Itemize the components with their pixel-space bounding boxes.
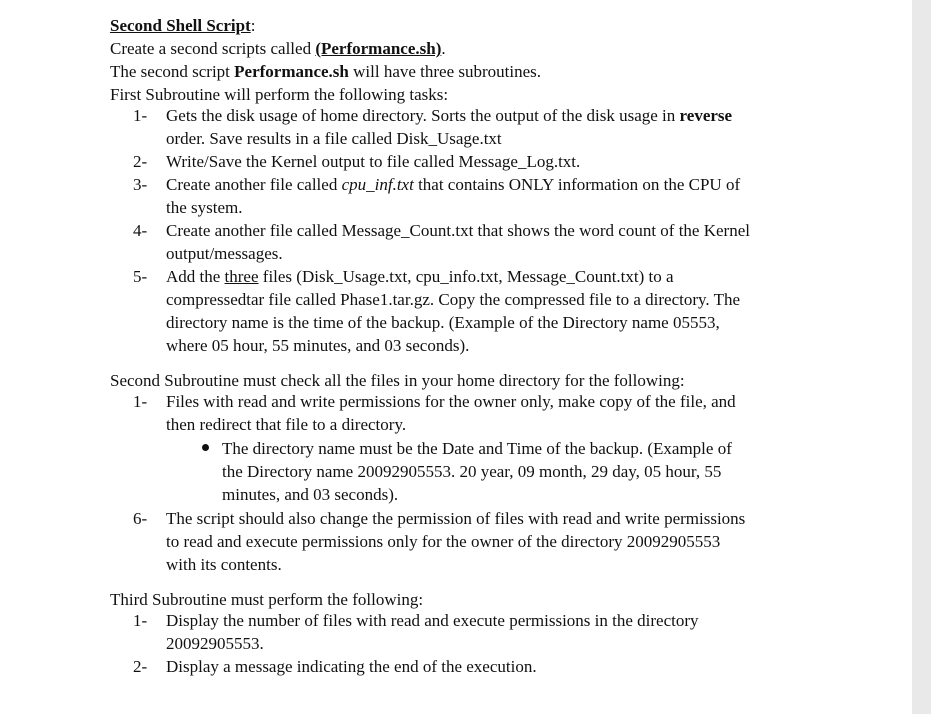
list-item-number: 4- bbox=[133, 221, 148, 240]
list-item-number: 1- bbox=[133, 611, 148, 630]
list-item-text-part: Add the bbox=[166, 267, 225, 286]
list-item-bold-word: reverse bbox=[679, 106, 733, 125]
list-item-text: directory name is the time of the backup. (Example of the Directory name 05553, bbox=[166, 313, 720, 332]
second-subroutine-heading: Second Subroutine must check all the files in your home directory for the following: bbox=[110, 371, 685, 390]
list-item-text: where 05 hour, 55 minutes, and 03 seconds). bbox=[166, 336, 470, 355]
intro-line-2-end: will have three subroutines. bbox=[348, 62, 542, 81]
list-item-text: output/messages. bbox=[166, 244, 283, 263]
list-item-italic-word: cpu_inf.txt bbox=[341, 175, 414, 194]
list-item-text: The script should also change the permission of files with read and write permissions bbox=[166, 509, 746, 528]
bullet-text: The directory name must be the Date and Time of the backup. (Example of bbox=[222, 439, 732, 458]
list-item-text: Write/Save the Kernel output to file called Message_Log.txt. bbox=[166, 152, 581, 171]
list-item-text-part: Create another file called bbox=[166, 175, 342, 194]
list-item-text bbox=[166, 104, 732, 127]
list-item-text-part: that contains ONLY information on the CPU of bbox=[413, 175, 741, 194]
list-item-text: compressedtar file called Phase1.tar.gz. Copy the compressed file to a directory. The bbox=[166, 290, 741, 309]
list-item-text bbox=[166, 173, 740, 196]
list-item-text: to read and execute permissions only for the owner of the directory 20092905553 bbox=[166, 532, 721, 551]
list-item-number: 1- bbox=[133, 106, 148, 125]
list-item-text: with its contents. bbox=[166, 555, 282, 574]
intro-line-1-text: Create a second scripts called bbox=[110, 39, 316, 58]
list-item-text: order. Save results in a file called Disk_Usage.txt bbox=[166, 129, 502, 148]
list-item-number: 3- bbox=[133, 175, 148, 194]
section-title-text: Second Shell Script bbox=[110, 16, 251, 35]
list-item-number: 5- bbox=[133, 267, 148, 286]
list-item-text: Display the number of files with read and execute permissions in the directory bbox=[166, 611, 699, 630]
list-item-text-part: Gets the disk usage of home directory. Sorts the output of the disk usage in bbox=[166, 106, 680, 125]
bullet-text: the Directory name 20092905553. 20 year, 09 month, 29 day, 05 hour, 55 bbox=[222, 462, 722, 481]
intro-line-1 bbox=[110, 37, 446, 60]
list-item-underlined-word: three bbox=[224, 267, 259, 286]
list-item-number: 2- bbox=[133, 657, 148, 676]
list-item-text: Display a message indicating the end of the execution. bbox=[166, 657, 537, 676]
list-item-text: Create another file called Message_Count.txt that shows the word count of the Kernel bbox=[166, 221, 750, 240]
list-item-text: then redirect that file to a directory. bbox=[166, 415, 407, 434]
list-item-text bbox=[166, 265, 674, 288]
vertical-scrollbar[interactable] bbox=[912, 0, 931, 714]
third-subroutine-heading: Third Subroutine must perform the following: bbox=[110, 590, 424, 609]
first-subroutine-heading: First Subroutine will perform the following tasks: bbox=[110, 85, 449, 104]
list-item-text: 20092905553. bbox=[166, 634, 264, 653]
list-item-number: 6- bbox=[133, 509, 148, 528]
list-item-text: Files with read and write permissions for the owner only, make copy of the file, and bbox=[166, 392, 736, 411]
intro-line-2-text: The second script bbox=[110, 62, 235, 81]
list-item-number: 2- bbox=[133, 152, 148, 171]
bullet-text: minutes, and 03 seconds). bbox=[222, 485, 399, 504]
script-name-link: (Performance.sh) bbox=[315, 39, 442, 58]
list-item-number: 1- bbox=[133, 392, 148, 411]
section-title-colon: : bbox=[250, 16, 256, 35]
intro-line-2 bbox=[110, 60, 541, 83]
list-item-text: the system. bbox=[166, 198, 243, 217]
section-title bbox=[110, 14, 255, 37]
intro-line-1-end: . bbox=[441, 39, 446, 58]
bullet-dot-icon bbox=[202, 444, 209, 451]
list-item-text-part: files (Disk_Usage.txt, cpu_info.txt, Message_Count.txt) to a bbox=[258, 267, 674, 286]
script-name-bold: Performance.sh bbox=[234, 62, 349, 81]
